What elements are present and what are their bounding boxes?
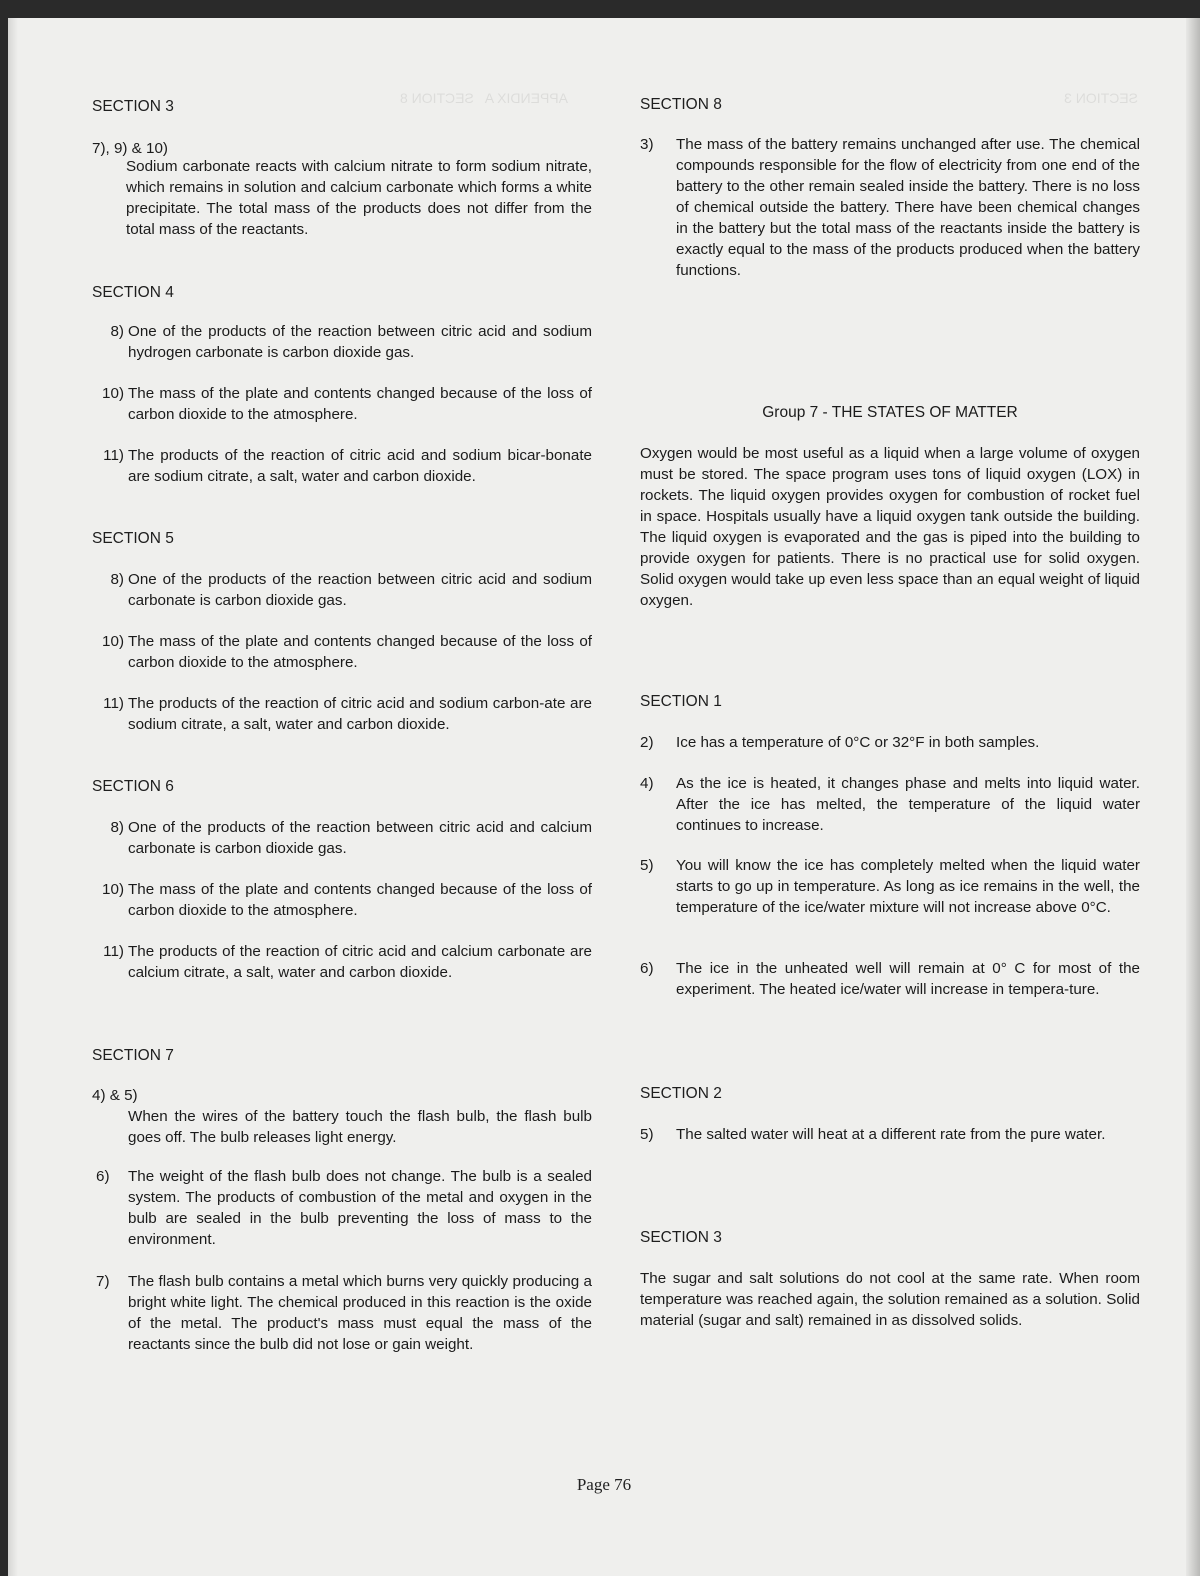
section-4-heading: SECTION 4 (92, 284, 174, 301)
item-number: 10) (102, 881, 124, 898)
item-text: One of the products of the reaction between citric acid and calcium carbonate is carbon dioxide gas. (128, 819, 592, 857)
item-text: The mass of the plate and contents changed because of the loss of carbon dioxide to the atmosphere. (128, 881, 592, 919)
section-3b-heading: SECTION 3 (640, 1229, 722, 1246)
item-text: The mass of the plate and contents changed because of the loss of carbon dioxide to the atmosphere. (128, 385, 592, 423)
item-text: The salted water will heat at a different rate from the pure water. (676, 1126, 1106, 1143)
section-7-label: 4) & 5) (92, 1087, 138, 1104)
item-text: The products of the reaction of citric acid and sodium carbon-ate are sodium citrate, a salt, water and carbon dioxide. (128, 695, 592, 733)
item-text: One of the products of the reaction between citric acid and sodium carbonate is carbon dioxide gas. (128, 571, 592, 609)
item-text: One of the products of the reaction between citric acid and sodium hydrogen carbonate is carbon dioxide gas. (128, 323, 592, 361)
section-6-heading: SECTION 6 (92, 778, 174, 795)
item-number: 6) (96, 1168, 110, 1185)
item-text: The products of the reaction of citric acid and calcium carbonate are calcium citrate, a salt, water and carbon dioxide. (128, 943, 592, 981)
section-3-heading: SECTION 3 (92, 98, 174, 115)
item-number: 11) (103, 695, 124, 712)
item-number: 10) (102, 385, 124, 402)
group-7-intro: Oxygen would be most useful as a liquid when a large volume of oxygen must be stored. The space program uses tons of liquid oxygen (LOX) in rockets. The liquid oxygen provides oxygen for combustion of rocket fuel in space. Hospitals usually have a liquid oxygen tank outside the building. The liquid oxygen is evaporated and the gas is piped into the building to provide oxygen for patients. There is no practical use for solid oxygen. Solid oxygen would take up even less space than an equal weight of liquid oxygen. (640, 445, 1140, 609)
page-binding-edge (8, 18, 18, 1576)
group-7-title: Group 7 - THE STATES OF MATTER (762, 404, 1018, 421)
section-8-heading: SECTION 8 (640, 96, 722, 113)
item-text: The flash bulb contains a metal which burns very quickly producing a bright white light. The chemical produced in this reaction is the oxide of the metal. The product's mass must equal the mass of the reactants since the bulb did not lose or gain weight. (128, 1273, 592, 1353)
item-number: 5) (640, 1126, 654, 1143)
item-text: Ice has a temperature of 0°C or 32°F in both samples. (676, 734, 1040, 751)
bleed-through-right: SECTION 3 (1064, 90, 1138, 106)
page-right-edge (1186, 18, 1200, 1576)
section-5-heading: SECTION 5 (92, 530, 174, 547)
item-number: 3) (640, 136, 654, 153)
item-text: The ice in the unheated well will remain at 0° C for most of the experiment. The heated ice/water will increase in tempera-ture. (676, 960, 1140, 998)
item-text: The products of the reaction of citric acid and sodium bicar-bonate are sodium citrate, a salt, water and carbon dioxide. (128, 447, 592, 485)
item-number: 7) (96, 1273, 110, 1290)
item-number: 4) (640, 775, 654, 792)
item-number: 11) (103, 447, 124, 464)
item-number: 10) (102, 633, 124, 650)
item-text: The mass of the plate and contents changed because of the loss of carbon dioxide to the atmosphere. (128, 633, 592, 671)
item-number: 6) (640, 960, 654, 977)
bleed-through-left: APPENDIX A SECTION 8 (399, 90, 568, 106)
item-number: 8) (110, 323, 124, 340)
section-1-heading: SECTION 1 (640, 693, 722, 710)
item-number: 11) (103, 943, 124, 960)
page-number: Page 76 (576, 1475, 632, 1494)
item-number: 2) (640, 734, 654, 751)
section-2-heading: SECTION 2 (640, 1085, 722, 1102)
item-number: 5) (640, 857, 654, 874)
section-3-label: 7), 9) & 10) (92, 140, 168, 157)
item-number: 8) (110, 571, 124, 588)
item-text: The mass of the battery remains unchanged after use. The chemical compounds responsible for the flow of electricity from one end of the battery to the other remain sealed inside the battery. There is no loss of chemical outside the battery. There have been chemical changes in the battery but the total mass of the reactants inside the battery is exactly equal to the mass of the products produced when the battery functions. (676, 136, 1140, 279)
item-text: The weight of the flash bulb does not change. The bulb is a sealed system. The products of combustion of the metal and oxygen in the bulb are sealed in the bulb preventing the loss of mass to the environment. (128, 1168, 592, 1248)
item-text: You will know the ice has completely melted when the liquid water starts to go up in temperature. As long as ice remains in the well, the temperature of the ice/water mixture will not increase above 0°C. (676, 857, 1140, 916)
section-7-heading: SECTION 7 (92, 1047, 174, 1064)
section-3b-text: The sugar and salt solutions do not cool at the same rate. When room temperature was reached again, the solution remained as a solution. Solid material (sugar and salt) remained in as dissolved solids. (640, 1270, 1140, 1329)
answer-text: Sodium carbonate reacts with calcium nitrate to form sodium nitrate, which remains in solution and calcium carbonate which forms a white precipitate. The total mass of the products does not differ from the total mass of the reactants. (126, 158, 592, 238)
document-page (8, 18, 1200, 1576)
item-number: 8) (110, 819, 124, 836)
answer-text: When the wires of the battery touch the flash bulb, the flash bulb goes off. The bulb releases light energy. (128, 1108, 592, 1146)
item-text: As the ice is heated, it changes phase and melts into liquid water. After the ice has melted, the temperature of the liquid water continues to increase. (676, 775, 1140, 834)
